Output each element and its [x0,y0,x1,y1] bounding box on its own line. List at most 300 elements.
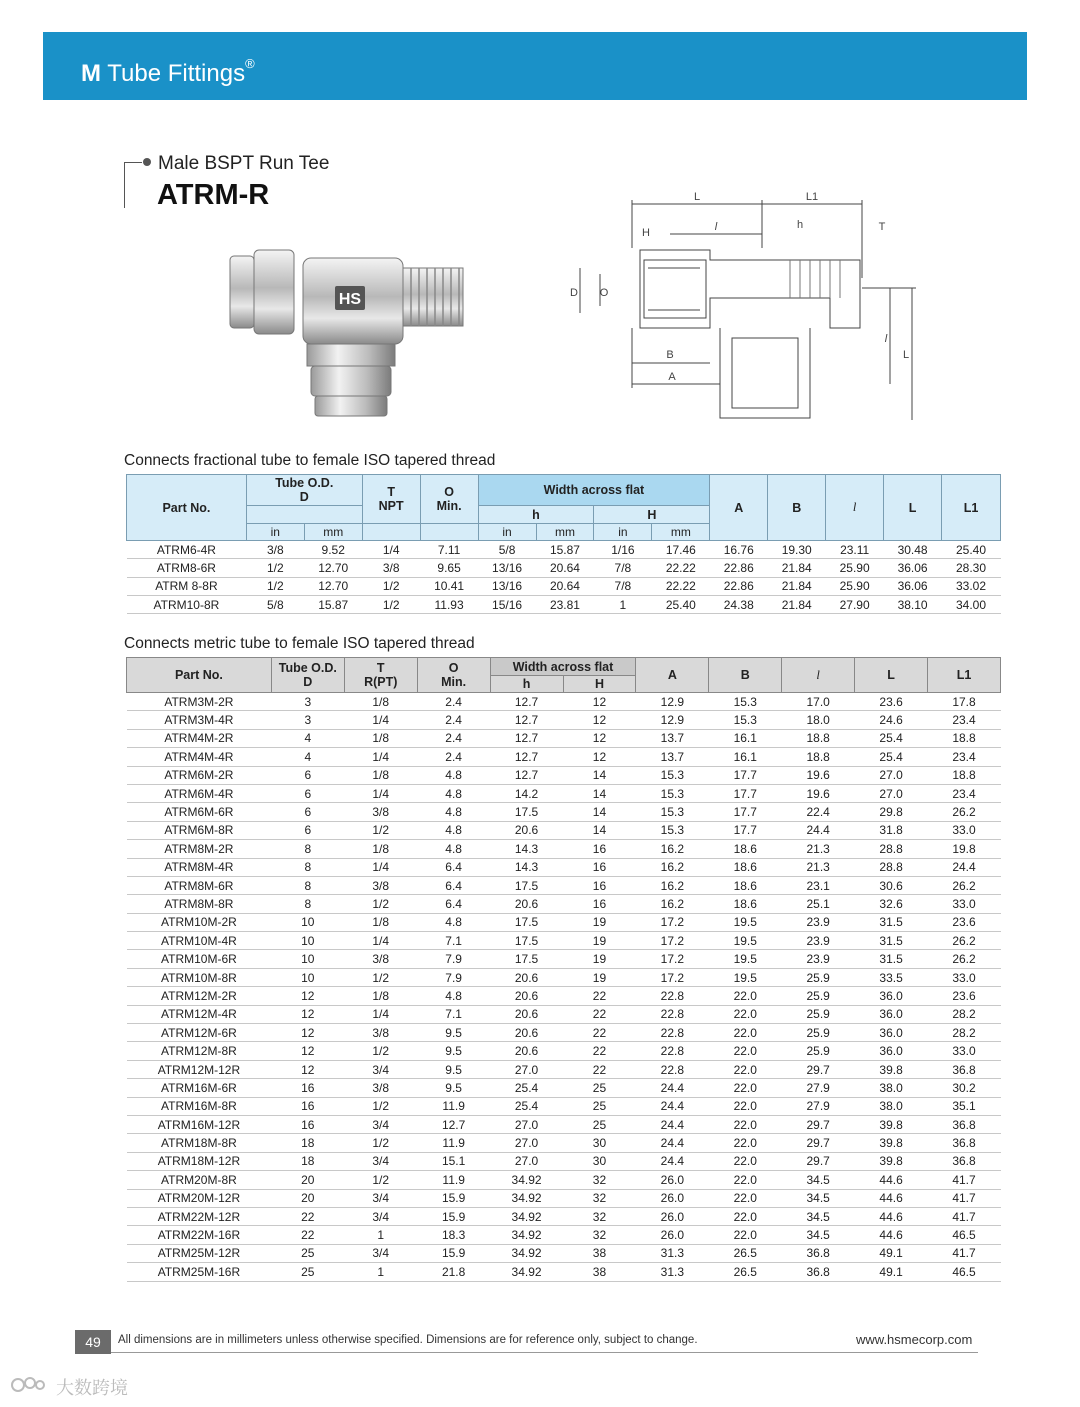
table-cell: 18.8 [928,729,1001,747]
metric-table-body [127,693,1001,1282]
table-cell: 27.90 [826,595,884,613]
table-cell: 36.8 [782,1263,855,1281]
table-row [127,729,1001,747]
table-cell: 8 [271,840,344,858]
watermark [8,1373,148,1403]
table-cell: 21.3 [782,858,855,876]
table-row [127,766,1001,784]
table-cell: 20 [271,1189,344,1207]
table-cell: 6.4 [417,876,490,894]
table-cell: 32 [563,1189,636,1207]
part-number-cell: ATRM10-8R [127,595,247,613]
table-cell: 23.81 [536,595,594,613]
table-cell: 33.0 [928,821,1001,839]
label-l-vertical: l [884,333,888,345]
table-cell: 31.3 [636,1263,709,1281]
part-number-cell: ATRM8M-8R [127,895,272,913]
table-cell: 26.5 [709,1244,782,1262]
label-T: T [878,221,886,233]
table-cell: 17.2 [636,968,709,986]
table-cell: 6 [271,821,344,839]
table-cell: 36.06 [884,559,942,577]
table-row [127,876,1001,894]
table-cell: 3/8 [344,950,417,968]
table-cell: 25.9 [782,987,855,1005]
table-cell: 4.8 [417,766,490,784]
table-cell: 2.4 [417,693,490,711]
table-cell: 24.4 [782,821,855,839]
table-cell: 9.5 [417,1024,490,1042]
table-cell: 33.0 [928,895,1001,913]
table-cell: 30.2 [928,1079,1001,1097]
table-cell: 6.4 [417,895,490,913]
table-cell: 12 [563,729,636,747]
title-bullet [143,158,151,166]
table-cell: 24.6 [855,711,928,729]
table-cell: 27.0 [490,1134,563,1152]
table-cell: 6 [271,803,344,821]
table-cell: 25 [271,1263,344,1281]
fractional-table-caption: Connects fractional tube to female ISO tapered thread [124,452,496,469]
part-number-cell: ATRM10M-4R [127,932,272,950]
part-number-cell: ATRM16M-6R [127,1079,272,1097]
table-cell: 20 [271,1171,344,1189]
table-cell: 1/8 [344,766,417,784]
table-cell: 27.0 [490,1152,563,1170]
table-cell: 3/8 [362,559,420,577]
table-cell: 21.3 [782,840,855,858]
part-number-cell: ATRM25M-12R [127,1244,272,1262]
footer-note: All dimensions are in millimeters unless otherwise specified. Dimensions are for reference only, subject to change. [118,1334,698,1346]
table-cell: 1/8 [344,840,417,858]
table-row [127,541,1001,559]
table-cell: 23.4 [928,784,1001,802]
table-cell: 25.40 [942,541,1001,559]
table-cell: 7.1 [417,1005,490,1023]
part-number-cell: ATRM25M-16R [127,1263,272,1281]
table-cell: 15.1 [417,1152,490,1170]
table-cell: 44.6 [855,1189,928,1207]
table-cell: 16.1 [709,748,782,766]
table-cell: 31.8 [855,821,928,839]
table-row [127,784,1001,802]
table-cell: 16 [563,858,636,876]
table-cell: 14.2 [490,784,563,802]
table-row [127,693,1001,711]
table-row [127,595,1001,613]
label-H: H [642,227,650,239]
table-cell: 25.4 [490,1079,563,1097]
table-cell: 44.6 [855,1171,928,1189]
table-cell: 41.7 [928,1207,1001,1225]
table-cell: 17.7 [709,803,782,821]
table-cell: 25.40 [652,595,710,613]
table-cell: 22.0 [709,1005,782,1023]
col-l1: L1 [928,658,1001,693]
table-cell: 28.2 [928,1024,1001,1042]
table-cell: 2.4 [417,711,490,729]
table-cell: 29.7 [782,1060,855,1078]
table-cell: 4 [271,748,344,766]
table-row [127,1263,1001,1281]
table-cell: 10.41 [420,577,478,595]
table-cell: 12 [563,748,636,766]
table-cell: 12.7 [490,748,563,766]
col-a: A [636,658,709,693]
table-cell: 20.6 [490,987,563,1005]
table-cell: 12 [271,1024,344,1042]
table-cell: 15.9 [417,1207,490,1225]
table-cell: 1/4 [344,711,417,729]
table-cell: 18.6 [709,858,782,876]
table-cell: 20.64 [536,559,594,577]
table-cell: 44.6 [855,1226,928,1244]
table-cell: 22.0 [709,1226,782,1244]
table-cell: 12.70 [304,559,362,577]
table-cell: 22.0 [709,1152,782,1170]
table-cell: 22 [271,1226,344,1244]
table-cell: 34.92 [490,1171,563,1189]
table-cell: 22.4 [782,803,855,821]
table-cell: 11.9 [417,1171,490,1189]
table-cell: 23.11 [826,541,884,559]
table-cell: 22.0 [709,1171,782,1189]
table-cell: 17.0 [782,693,855,711]
table-cell: 12.7 [417,1115,490,1133]
table-cell: 6.4 [417,858,490,876]
table-cell: 22 [563,1060,636,1078]
table-cell: 10 [271,950,344,968]
table-row [127,577,1001,595]
table-cell: 12.9 [636,711,709,729]
table-cell: 25.4 [490,1097,563,1115]
table-cell: 13.7 [636,748,709,766]
table-cell: 12.7 [490,729,563,747]
table-cell: 22.0 [709,1097,782,1115]
table-cell: 29.8 [855,803,928,821]
col-h-small: h [490,676,563,693]
table-cell: 22 [271,1207,344,1225]
table-row [127,1152,1001,1170]
table-row [127,1171,1001,1189]
table-cell: 1/16 [594,541,652,559]
part-number-cell: ATRM4M-2R [127,729,272,747]
table-cell: 12 [271,987,344,1005]
part-number-cell: ATRM12M-6R [127,1024,272,1042]
table-cell: 4.8 [417,987,490,1005]
table-cell: 30 [563,1152,636,1170]
table-cell: 16 [271,1115,344,1133]
part-number-cell: ATRM12M-8R [127,1042,272,1060]
table-cell: 34.00 [942,595,1001,613]
table-row [127,1244,1001,1262]
table-cell: 25.9 [782,1024,855,1042]
table-cell: 14 [563,821,636,839]
unit-blank-t [362,524,420,541]
table-cell: 16.2 [636,858,709,876]
table-cell: 32 [563,1226,636,1244]
col-h-small: h [478,506,594,524]
table-cell: 18.6 [709,876,782,894]
part-number-cell: ATRM8M-6R [127,876,272,894]
part-number-cell: ATRM20M-12R [127,1189,272,1207]
table-cell: 1/2 [344,1042,417,1060]
table-cell: 1/2 [344,1171,417,1189]
table-cell: 25 [563,1097,636,1115]
table-cell: 15.9 [417,1244,490,1262]
table-cell: 3/8 [344,803,417,821]
table-cell: 1/2 [246,577,304,595]
col-h-big: H [594,506,710,524]
table-cell: 22 [563,1005,636,1023]
table-cell: 26.0 [636,1226,709,1244]
table-cell: 20.6 [490,1005,563,1023]
table-cell: 24.4 [636,1079,709,1097]
table-cell: 15.87 [536,541,594,559]
table-cell: 29.7 [782,1115,855,1133]
table-cell: 11.9 [417,1097,490,1115]
table-cell: 22.0 [709,1060,782,1078]
table-cell: 17.5 [490,803,563,821]
unit-mm: mm [652,524,710,541]
table-cell: 36.06 [884,577,942,595]
part-number-cell: ATRM6M-8R [127,821,272,839]
header-banner [43,32,1027,100]
table-cell: 17.7 [709,766,782,784]
part-number-cell: ATRM8M-2R [127,840,272,858]
table-cell: 36.8 [928,1060,1001,1078]
part-number-cell: ATRM6M-2R [127,766,272,784]
table-cell: 18.8 [782,748,855,766]
table-cell: 22.0 [709,1115,782,1133]
table-cell: 17.5 [490,950,563,968]
table-cell: 9.5 [417,1042,490,1060]
table-cell: 1 [594,595,652,613]
table-cell: 22.8 [636,1005,709,1023]
website-link[interactable]: www.hsmecorp.com [856,1332,973,1347]
table-cell: 25.4 [855,729,928,747]
table-cell: 1/2 [344,1097,417,1115]
table-row [127,711,1001,729]
table-cell: 25.90 [826,559,884,577]
table-cell: 41.7 [928,1171,1001,1189]
table-row [127,1207,1001,1225]
catalog-title: M Tube Fittings® [81,56,255,87]
table-cell: 11.9 [417,1134,490,1152]
table-cell: 8 [271,858,344,876]
table-cell: 28.8 [855,858,928,876]
table-cell: 22.0 [709,1207,782,1225]
table-cell: 7.9 [417,968,490,986]
part-number-cell: ATRM4M-4R [127,748,272,766]
part-number-cell: ATRM3M-4R [127,711,272,729]
table-cell: 28.8 [855,840,928,858]
table-cell: 1/2 [362,595,420,613]
table-cell: 27.0 [855,766,928,784]
table-cell: 23.6 [928,987,1001,1005]
table-cell: 22.8 [636,1024,709,1042]
table-cell: 29.7 [782,1134,855,1152]
table-cell: 19.5 [709,968,782,986]
part-number-cell: ATRM6M-6R [127,803,272,821]
table-row [127,840,1001,858]
page-number: 49 [75,1330,111,1354]
table-cell: 32 [563,1171,636,1189]
table-row [127,748,1001,766]
label-A: A [668,371,676,383]
table-row [127,821,1001,839]
table-cell: 17.5 [490,876,563,894]
table-row [127,1226,1001,1244]
table-cell: 17.7 [709,821,782,839]
table-cell: 23.1 [782,876,855,894]
table-cell: 39.8 [855,1060,928,1078]
table-cell: 9.52 [304,541,362,559]
table-cell: 23.6 [928,913,1001,931]
table-cell: 30.48 [884,541,942,559]
table-cell: 24.4 [928,858,1001,876]
table-cell: 9.5 [417,1060,490,1078]
col-l-big: L [855,658,928,693]
table-cell: 1/2 [344,968,417,986]
table-row [127,1134,1001,1152]
table-cell: 23.9 [782,932,855,950]
table-cell: 27.0 [490,1060,563,1078]
table-cell: 1/4 [344,784,417,802]
table-cell: 1/4 [362,541,420,559]
table-cell: 49.1 [855,1244,928,1262]
table-cell: 34.92 [490,1263,563,1281]
table-cell: 27.9 [782,1097,855,1115]
unit-blank-o [420,524,478,541]
part-number-cell: ATRM8-6R [127,559,247,577]
table-cell: 4.8 [417,784,490,802]
table-cell: 24.4 [636,1134,709,1152]
table-cell: 7.9 [417,950,490,968]
table-cell: 24.4 [636,1097,709,1115]
table-cell: 34.5 [782,1226,855,1244]
table-cell: 1/8 [344,913,417,931]
table-row [127,858,1001,876]
table-cell: 22.0 [709,1042,782,1060]
part-number-cell: ATRM12M-12R [127,1060,272,1078]
table-cell: 17.5 [490,932,563,950]
table-cell: 18.8 [782,729,855,747]
table-cell: 28.2 [928,1005,1001,1023]
table-cell: 14 [563,803,636,821]
table-cell: 24.4 [636,1152,709,1170]
table-cell: 19 [563,950,636,968]
table-cell: 26.2 [928,932,1001,950]
col-b: B [709,658,782,693]
table-cell: 15.3 [709,711,782,729]
table-cell: 17.7 [709,784,782,802]
table-cell: 1/2 [362,577,420,595]
part-number-cell: ATRM18M-12R [127,1152,272,1170]
table-cell: 22 [563,987,636,1005]
table-cell: 25 [563,1079,636,1097]
table-row [127,1115,1001,1133]
table-cell: 20.6 [490,1042,563,1060]
table-cell: 1/8 [344,693,417,711]
table-cell: 25 [563,1115,636,1133]
table-cell: 22 [563,1042,636,1060]
table-cell: 36.8 [782,1244,855,1262]
table-cell: 1 [344,1263,417,1281]
table-cell: 23.4 [928,748,1001,766]
table-cell: 38.0 [855,1097,928,1115]
table-cell: 22.0 [709,1079,782,1097]
table-row [127,1005,1001,1023]
table-cell: 14 [563,766,636,784]
col-tube-od: Tube O.D. D [271,658,344,693]
table-cell: 16 [271,1079,344,1097]
unit-in: in [246,524,304,541]
table-cell: 17.8 [928,693,1001,711]
table-cell: 1/8 [344,987,417,1005]
table-cell: 18.6 [709,840,782,858]
table-cell: 33.02 [942,577,1001,595]
table-cell: 2.4 [417,748,490,766]
fractional-table [126,474,1001,614]
table-cell: 5/8 [246,595,304,613]
table-cell: 18 [271,1152,344,1170]
col-o: O Min. [417,658,490,693]
table-cell: 17.46 [652,541,710,559]
table-cell: 27.0 [855,784,928,802]
table-cell: 26.2 [928,876,1001,894]
table-cell: 16.2 [636,876,709,894]
label-O: O [599,287,609,299]
table-cell: 15.3 [636,784,709,802]
table-cell: 29.7 [782,1152,855,1170]
table-cell: 36.0 [855,1042,928,1060]
part-number-cell: ATRM12M-4R [127,1005,272,1023]
table-cell: 20.64 [536,577,594,595]
table-cell: 34.92 [490,1207,563,1225]
table-cell: 25.90 [826,577,884,595]
table-cell: 19.5 [709,950,782,968]
table-cell: 18 [271,1134,344,1152]
table-cell: 39.8 [855,1152,928,1170]
table-cell: 21.84 [768,577,826,595]
table-cell: 16 [271,1097,344,1115]
table-cell: 33.0 [928,1042,1001,1060]
table-cell: 10 [271,932,344,950]
table-cell: 14.3 [490,840,563,858]
tube-od-spacer [246,506,362,524]
table-cell: 38 [563,1244,636,1262]
footer-divider [110,1352,978,1353]
table-cell: 9.5 [417,1079,490,1097]
table-cell: 22.22 [652,559,710,577]
table-cell: 21.84 [768,595,826,613]
table-cell: 25.9 [782,1042,855,1060]
col-part-no: Part No. [127,658,272,693]
table-row [127,1024,1001,1042]
table-row [127,1097,1001,1115]
table-cell: 1/2 [344,1134,417,1152]
table-cell: 18.3 [417,1226,490,1244]
table-cell: 22.22 [652,577,710,595]
photo-logo: HS [338,291,362,308]
table-cell: 34.5 [782,1189,855,1207]
table-cell: 36.8 [928,1115,1001,1133]
table-cell: 25.1 [782,895,855,913]
label-L-vertical: L [902,349,910,361]
table-cell: 3/8 [344,1024,417,1042]
part-number-cell: ATRM12M-2R [127,987,272,1005]
